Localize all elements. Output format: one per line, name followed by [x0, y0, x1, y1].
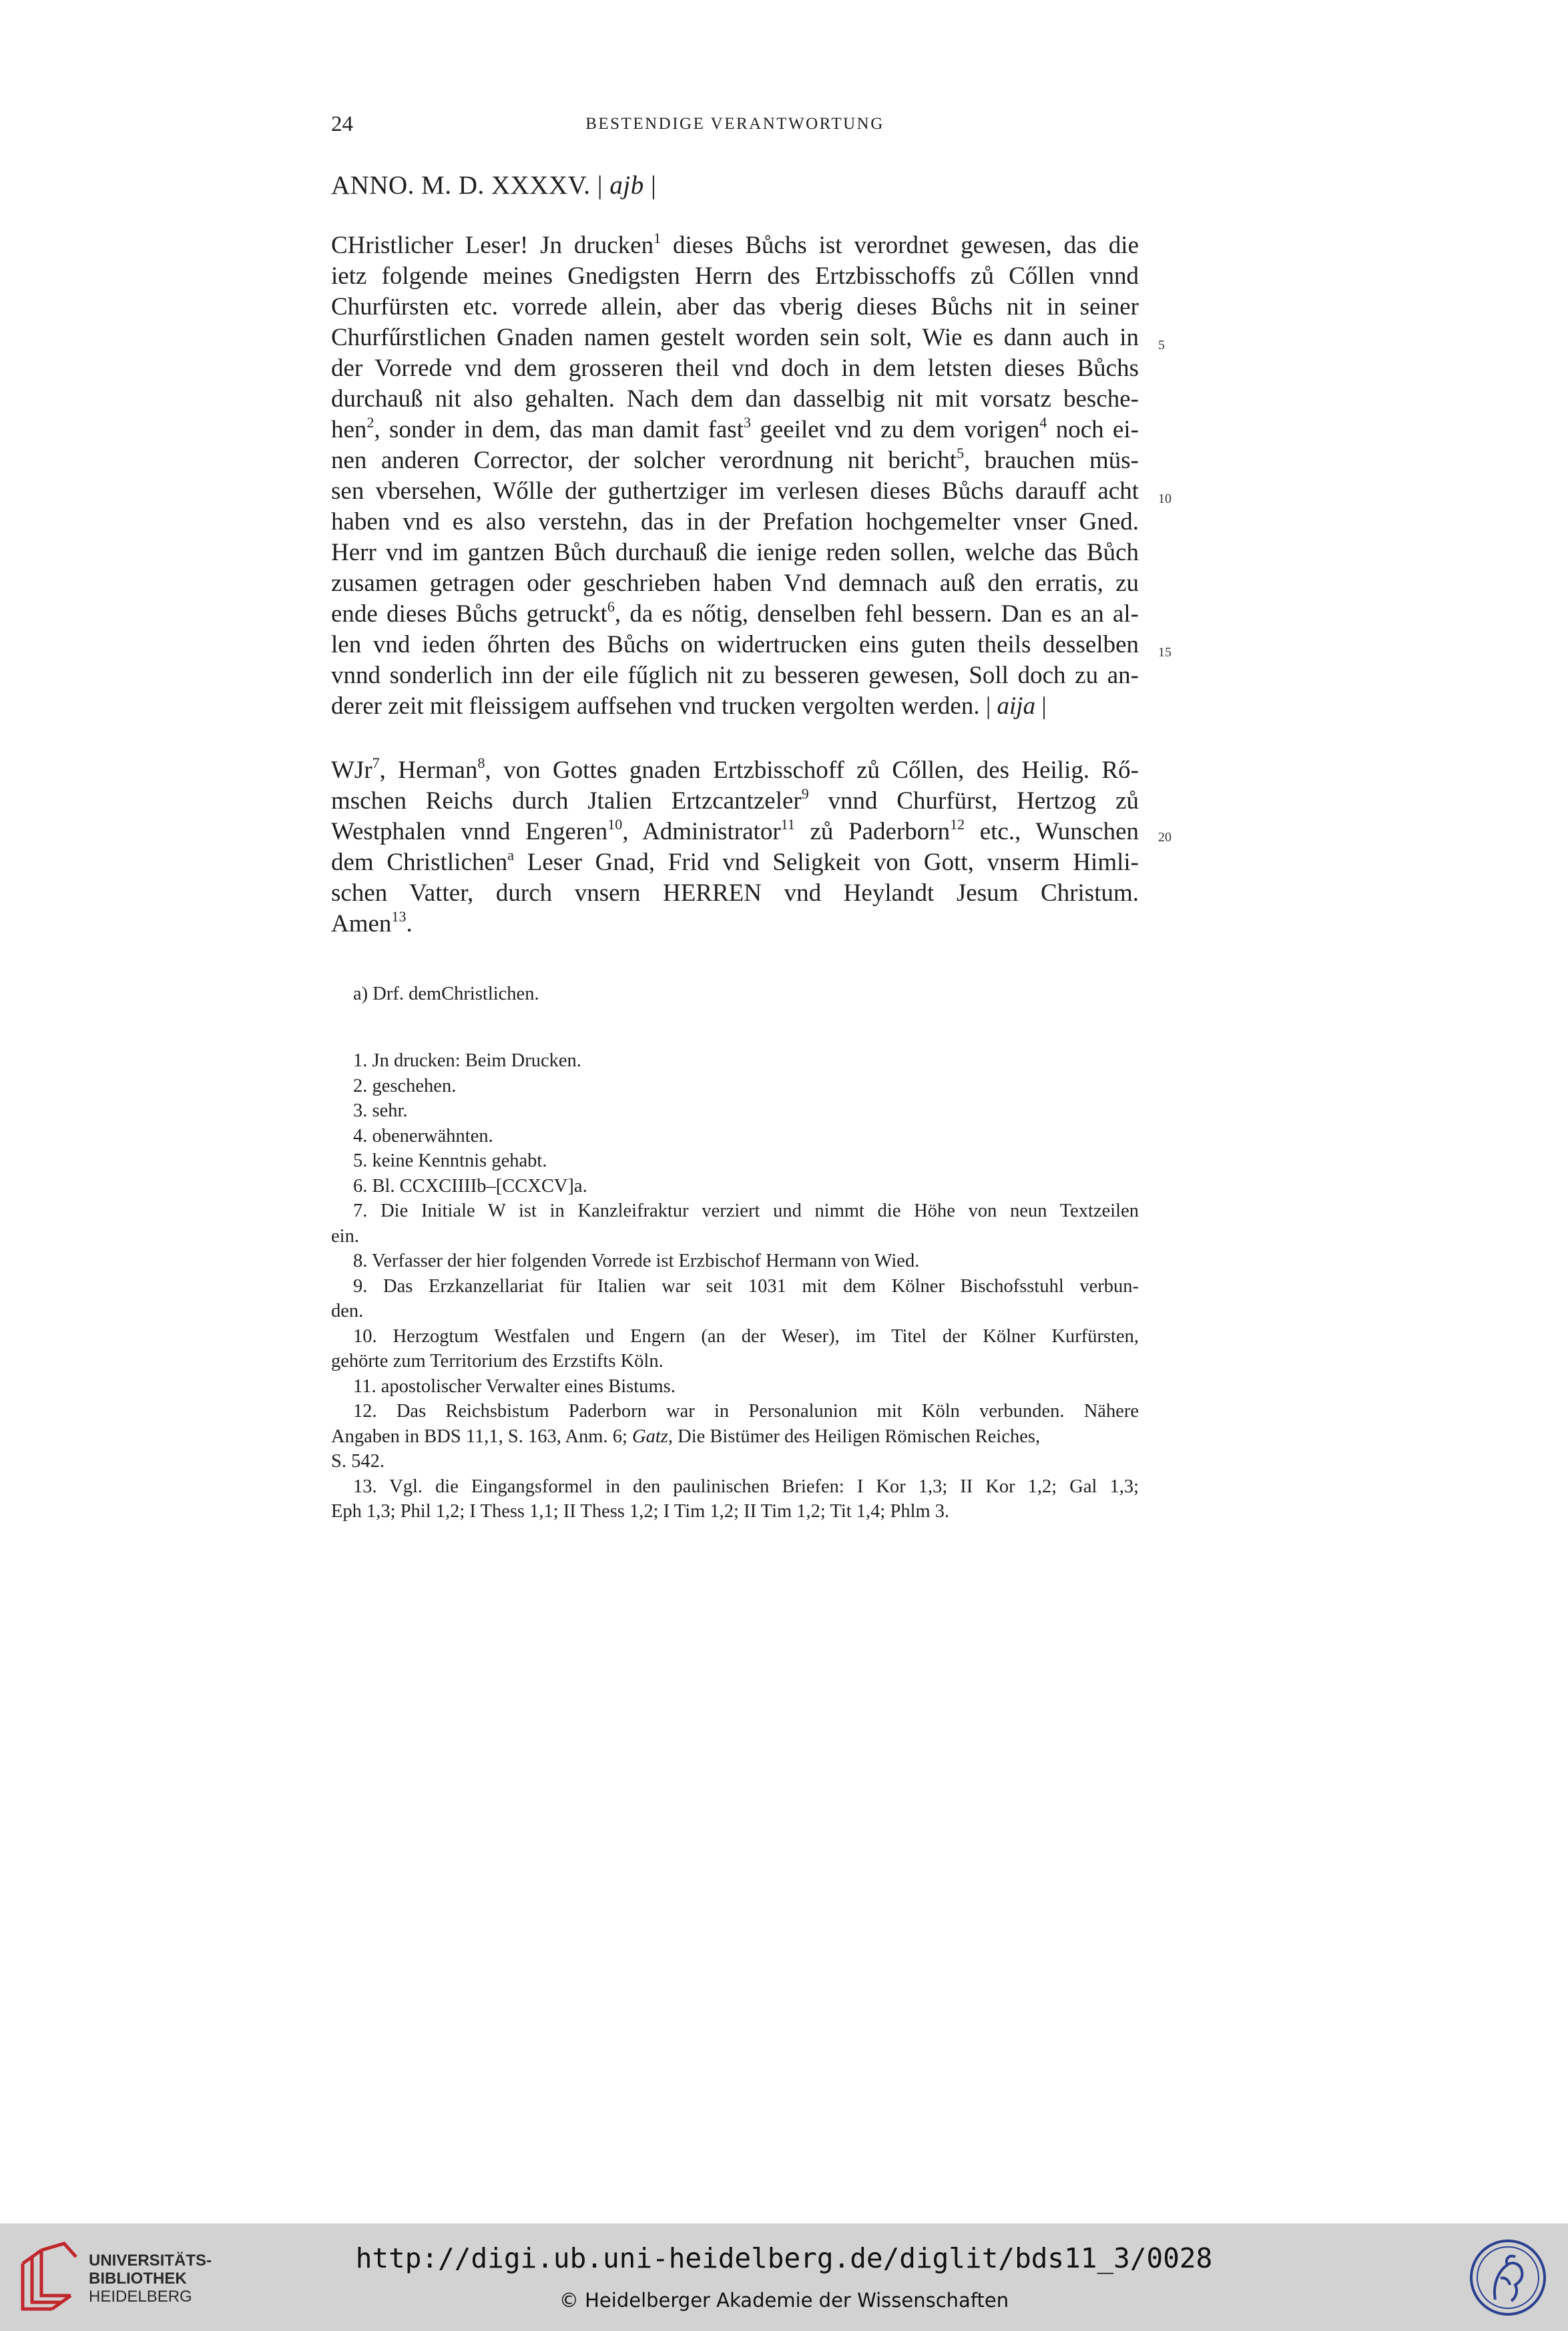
line-number: 10 — [1158, 491, 1171, 506]
footnote: 13. Vgl. die Eingangsformel in den paulinischen Briefen: I Kor 1,3; II Kor 1,2; Gal 1,3; — [353, 1476, 1139, 1497]
text-line: haben vnd es also verstehn, das in der Prefation hochgemelter vnser Gned. — [331, 508, 1139, 536]
footnote-continuation: ein. — [331, 1225, 359, 1247]
heading-text: ANNO. M. D. XXXXV. | — [331, 171, 603, 200]
footnote: 12. Das Reichsbistum Paderborn war in Personalunion mit Köln verbunden. Nähere — [353, 1401, 1139, 1422]
footnote: 1. Jn drucken: Beim Drucken. — [353, 1050, 581, 1071]
viewer-footer — [0, 2223, 1568, 2331]
text-line: hen$^2$, sonder in dem, das man damit fast$^3$ geeilet vnd zu dem vorigen$^4$ noch ei- — [331, 414, 1139, 443]
footnote: 2. geschehen. — [353, 1075, 457, 1096]
footnote-continuation: gehörte zum Territorium des Erzstifts Köln. — [331, 1351, 664, 1371]
text-line: Westphalen vnnd Engeren$^{10}$, Administrator$^{11}$ zů Paderborn$^{12}$ etc., Wunschen — [331, 816, 1139, 845]
text-line: durchauß nit also gehalten. Nach dem dan dasselbig nit mit vorsatz besche- — [331, 385, 1139, 413]
footnote: 5. keine Kenntnis gehabt. — [353, 1150, 547, 1171]
footnote: 9. Das Erzkanzellariat für Italien war seit 1031 mit dem Kölner Bischofsstuhl verbun- — [353, 1275, 1139, 1297]
text-line: dem Christlichen$^a$ Leser Gnad, Frid vnd Seligkeit von Gott, vnserm Himli- — [331, 847, 1139, 876]
footnote: 3. sehr. — [353, 1100, 408, 1121]
text-line: CHristlicher Leser! Jn drucken$^1$ dieses Bůchs ist verordnet gewesen, das die — [331, 230, 1139, 259]
text-line: Churfürsten etc. vorrede allein, aber das vberig dieses Bůchs nit in seiner — [331, 293, 1139, 321]
text-line: derer zeit mit fleissigem auffsehen vnd trucken vergolten werden. | aija | — [331, 692, 1047, 720]
running-header — [331, 112, 1139, 146]
paragraph-greeting — [331, 755, 1139, 939]
footnote-continuation: den. — [331, 1301, 364, 1321]
critical-note: a) Drf. demChristlichen. — [353, 984, 539, 1004]
critical-apparatus — [331, 982, 1139, 1007]
footnote: 6. Bl. CCXCIIIIb–[CCXCV]a. — [353, 1175, 587, 1197]
copyright-notice: © Heidelberger Akademie der Wissenschaften — [559, 2289, 1009, 2312]
text-line: WJr$^7$, Herman$^8$, von Gottes gnaden Ertzbisschoff zů Cőllen, des Heilig. Rő- — [331, 755, 1139, 784]
library-name: UNIVERSITÄTS- BIBLIOTHEK HEIDELBERG — [89, 2252, 212, 2306]
line-number: 20 — [1158, 830, 1171, 845]
footnote: 11. apostolischer Verwalter eines Bistums. — [353, 1375, 676, 1397]
running-title: BESTENDIGE VERANTWORTUNG — [585, 115, 884, 133]
heading-end: | — [650, 171, 657, 200]
line-number: 15 — [1158, 645, 1171, 660]
text-line: ende dieses Bůchs getruckt$^6$, da es nőtig, denselben fehl bessern. Dan es an al- — [331, 598, 1139, 628]
text-line: Amen$^{13}$. — [331, 908, 413, 937]
text-line: ietz folgende meines Gnedigsten Herrn des Ertzbisschoffs zů Cőllen vnnd — [331, 262, 1139, 290]
footnote: 7. Die Initiale W ist in Kanzleifraktur verziert und nimmt die Höhe von neun Textzeilen — [353, 1201, 1139, 1221]
text-line: vnnd sonderlich inn der eile fűglich nit zu besseren gewesen, Soll doch zu an- — [331, 662, 1139, 689]
footnote-continuation: S. 542. — [331, 1451, 384, 1472]
text-line: Churfűrstlichen Gnaden namen gestelt worden sein solt, Wie es dann auch in — [331, 324, 1139, 351]
author-name: Gatz — [632, 1426, 668, 1447]
footnote-continuation: Eph 1,3; Phil 1,2; I Thess 1,1; II Thess 1,2; I Tim 1,2; II Tim 1,2; Tit 1,4; Phlm 3. — [331, 1501, 950, 1522]
footnote-continuation: Angaben in BDS 11,1, S. 163, Anm. 6; Gatz, Die Bistümer des Heiligen Römischen Reiches, — [331, 1426, 1041, 1447]
line-number: 5 — [1158, 338, 1165, 353]
page-number: 24 — [331, 112, 353, 136]
text-line: schen Vatter, durch vnsern HERREN vnd Heylandt Jesum Christum. — [331, 879, 1139, 907]
text-line: mschen Reichs durch Jtalien Ertzcantzeler$^9$ vnnd Churfürst, Hertzog zů — [331, 785, 1139, 815]
signature-marker: aija — [997, 692, 1036, 720]
footnote: 8. Verfasser der hier folgenden Vorrede ist Erzbischof Hermann von Wied. — [353, 1251, 920, 1271]
footnotes — [331, 1048, 1139, 1524]
text-line: nen anderen Corrector, der solcher verordnung nit bericht$^5$, brauchen müs- — [331, 445, 1139, 474]
academy-seal-icon — [1469, 2238, 1547, 2317]
permalink-url[interactable]: http://digi.ub.uni-heidelberg.de/diglit/bds11_3/0028 — [355, 2242, 1213, 2274]
section-heading — [331, 170, 656, 200]
text-line: len vnd ieden őhrten des Bůchs on widertrucken eins guten theils desselben — [331, 631, 1139, 658]
footnote: 4. obenerwähnten. — [353, 1125, 493, 1146]
footnote: 10. Herzogtum Westfalen und Engern (an der Weser), im Titel der Kölner Kurfürsten, — [353, 1325, 1139, 1347]
text-line: Herr vnd im gantzen Bůch durchauß die ienige reden sollen, welche das Bůch — [331, 539, 1139, 566]
text-line: sen vbersehen, Wőlle der guthertziger im verlesen dieses Bůchs darauff acht — [331, 477, 1139, 505]
text-line: zusamen getragen oder geschrieben haben Vnd demnach auß den erratis, zu — [331, 570, 1139, 597]
paragraph-preface-note — [331, 230, 1139, 722]
signature-marker: ajb — [609, 171, 644, 200]
text-line: der Vorrede vnd dem grosseren theil vnd doch in dem letsten dieses Bůchs — [331, 355, 1139, 382]
